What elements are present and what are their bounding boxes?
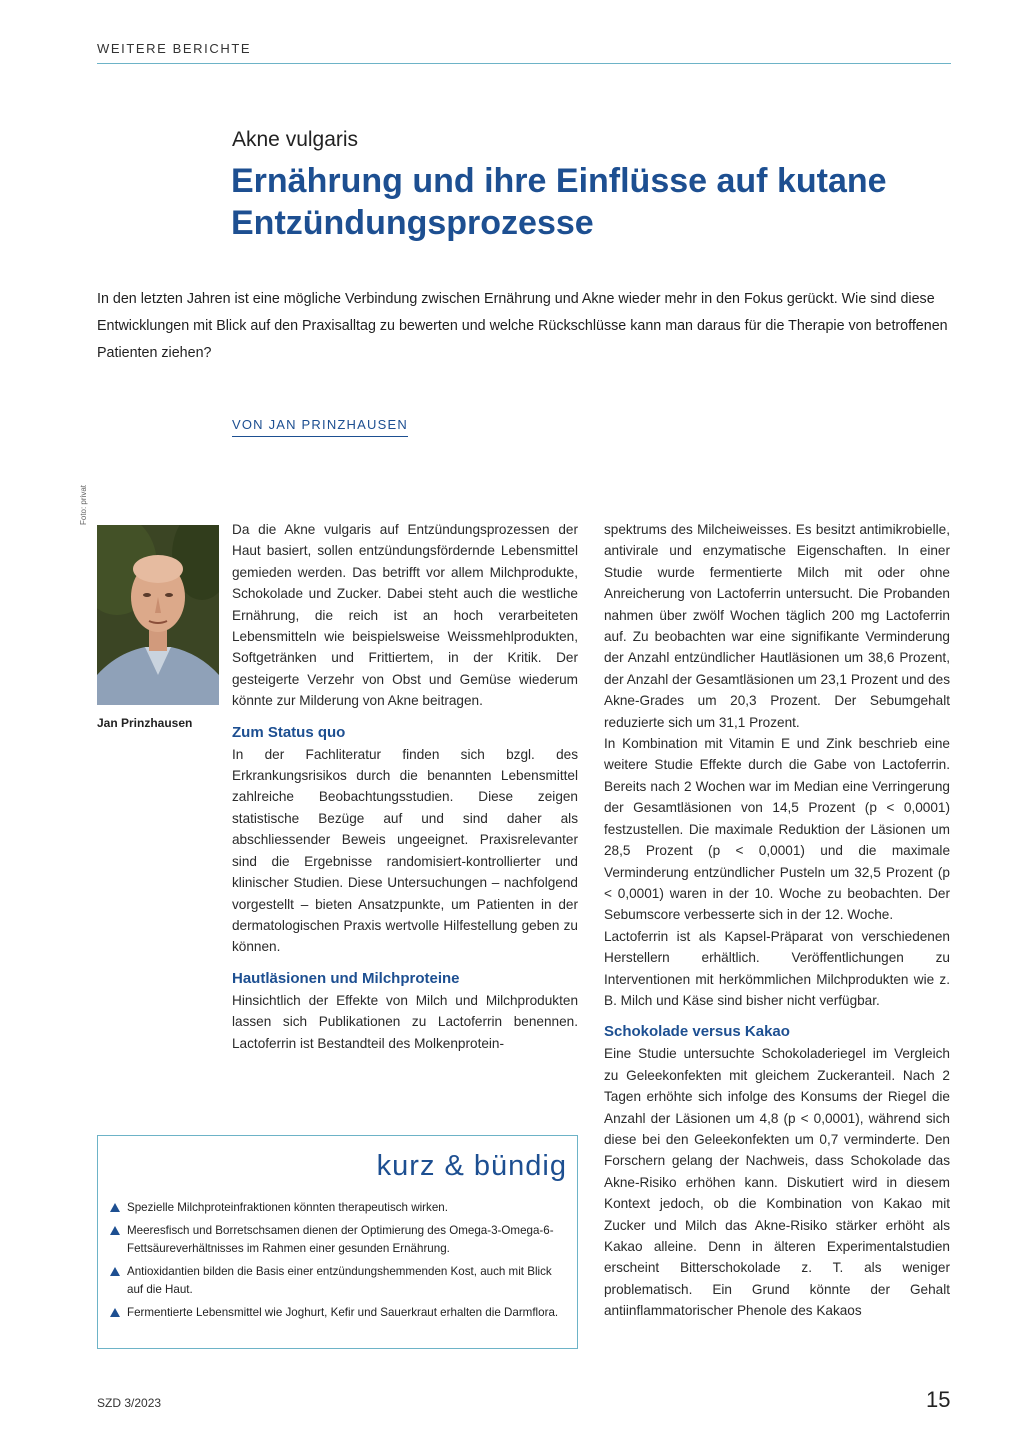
photo-caption: Jan Prinzhausen	[97, 716, 193, 730]
triangle-bullet-icon	[110, 1203, 120, 1212]
paragraph: In Kombination mit Vitamin E und Zink beschrieb eine weitere Studie Effekte durch die Gabe von Lactoferrin. Bereits nach 2 Wochen war im Median eine Verringerung der Gesamtläsionen von 14,5 Prozent (p < 0,0001) festzustellen. Die maximale Reduktion der Läsionen um 28,5 Prozent (p < 0,0001) und die maximale Verminderung entzündlicher Pusteln um 32,5 Prozent (p < 0,0001) waren in der 10. Woche zu beobachten. Der Sebumscore verbesserte sich in der 12. Woche.	[604, 736, 950, 923]
article-lead: In den letzten Jahren ist eine mögliche Verbindung zwischen Ernährung und Akne wieder mehr in den Fokus gerückt. Wie sind diese Entwicklungen mit Blick auf den Praxisalltag zu bewerten und welche Rückschlüsse kann man daraus für die Therapie von betroffenen Patienten ziehen?	[97, 291, 948, 361]
paragraph: In der Fachliteratur finden sich bzgl. des Erkrankungsrisikos durch die benannten Lebensmittel zahlreiche Beobachtungsstudien. Diese zeigen statistische Bezüge auf und sind daher als abschliessender Beweis ungeeignet. Praxisrelevanter sind die Ergebnisse randomisiert-kontrollierter und klinischer Studien. Diese Untersuchungen – nachfolgend vorgestellt – bieten Ansatzpunkte, um Patienten in der dermatologischen Praxis wertvolle Hilfestellung geben zu können.	[232, 746, 578, 955]
triangle-bullet-icon	[110, 1226, 120, 1235]
subheading-status-quo: Zum Status quo	[232, 723, 346, 741]
summary-item-text: Meeresfisch und Borretschsamen dienen der Optimierung des Omega-3-Omega-6-Fettsäureverhältnisses im Rahmen einer gesunden Ernährung.	[127, 1224, 554, 1255]
summary-item	[110, 1199, 565, 1217]
triangle-bullet-icon	[110, 1267, 120, 1276]
author-photo	[97, 525, 219, 705]
paragraph: Hinsichtlich der Effekte von Milch und Milchprodukten lassen sich Publikationen zu Lactoferrin benennen. Lactoferrin ist Bestandteil des Molkenprotein-	[232, 992, 578, 1051]
paragraph: Da die Akne vulgaris auf Entzündungsprozessen der Haut basiert, sollen entzündungsfördernde Lebensmittel gemieden werden. Das betrifft vor allem Milchprodukte, Schokolade und Zucker. Dabei steht auch die westliche Ernährung, die reich ist an hoch verarbeiteten Lebensmitteln wie beispielsweise Weissmehlprodukten, Softgetränken und Frittiertem, in der Kritik. Der gesteigerte Verzehr von Obst und Gemüse wiederum könnte zur Milderung von Akne beitragen.	[232, 522, 578, 709]
summary-item-text: Antioxidantien bilden die Basis einer entzündungshemmenden Kost, auch mit Blick auf die Haut.	[127, 1265, 552, 1296]
paragraph: Eine Studie untersuchte Schokoladeriegel im Vergleich zu Geleekonfekten mit gleichem Zuckeranteil. Nach 2 Tagen erhöhte sich infolge des Konsums der Riegel die Anzahl der Läsionen um 4,8 (p < 0,0001), während sich diese bei den Geleekonfekten um 0,7 verminderte. Den Forschern gelang der Nachweis, dass Schokolade das Akne-Risiko erhöhen kann. Diskutiert wird in diesem Kontext jedoch, ob die Kombination von Kakao mit Zucker und Milch das Akne-Risiko stärker erhöht als Kakao alleine. Denn in älteren Experimentalstudien erscheint Bitterschokolade z. T. als weniger problematisch. Ein Grund könnte der Gehalt antiinflammatorischer Phenole des Kakaos	[604, 1046, 950, 1319]
column-right	[604, 519, 950, 1322]
page-number: 15	[926, 1387, 951, 1412]
section-label: WEITERE BERICHTE	[97, 41, 252, 56]
footer-issue: SZD 3/2023	[97, 1396, 162, 1410]
summary-item	[110, 1304, 565, 1322]
paragraph: Lactoferrin ist als Kapsel-Präparat von verschiedenen Herstellern erhältlich. Veröffentlichungen zu Interventionen mit herkömmlichen Milchprodukten wie z. B. Milch und Käse sind bisher nicht verfügbar.	[604, 928, 950, 1008]
summary-box-title: kurz & bündig	[376, 1150, 567, 1182]
article-byline: VON JAN PRINZHAUSEN	[232, 417, 408, 437]
summary-list	[110, 1199, 565, 1327]
author-portrait-image	[97, 525, 219, 705]
paragraph: spektrums des Milcheiweisses. Es besitzt antimikrobielle, antivirale und enzymatische Eigenschaften. In einer Studie wurde fermentierte Milch mit oder ohne Anreicherung von Lactoferrin untersucht. Die Probanden nahmen über zwölf Wochen täglich 200 mg Lactoferrin auf. Zu beobachten war eine signifikante Verminderung der Anzahl entzündlicher Hautläsionen um 38,6 Prozent, der Anzahl der Gesamtläsionen um 23,1 Prozent und des Akne-Grades um 20,3 Prozent. Der Sebumgehalt reduzierte sich um 31,1 Prozent.	[604, 522, 950, 730]
subheading-schokolade: Schokolade versus Kakao	[604, 1023, 790, 1041]
summary-item	[110, 1263, 565, 1299]
article-title: Ernährung und ihre Einflüsse auf kutane Entzündungsprozesse	[231, 162, 887, 242]
summary-item	[110, 1222, 565, 1258]
summary-item-text: Fermentierte Lebensmittel wie Joghurt, Kefir und Sauerkraut erhalten die Darmflora.	[127, 1306, 559, 1319]
summary-box	[97, 1135, 578, 1349]
summary-item-text: Spezielle Milchproteinfraktionen könnten therapeutisch wirken.	[127, 1201, 448, 1214]
subheading-milchproteine: Hautläsionen und Milchproteine	[232, 969, 460, 987]
header-rule	[97, 63, 951, 64]
column-left	[232, 519, 578, 1054]
photo-credit: Foto: privat	[79, 485, 88, 526]
triangle-bullet-icon	[110, 1308, 120, 1317]
article-kicker: Akne vulgaris	[232, 128, 359, 151]
